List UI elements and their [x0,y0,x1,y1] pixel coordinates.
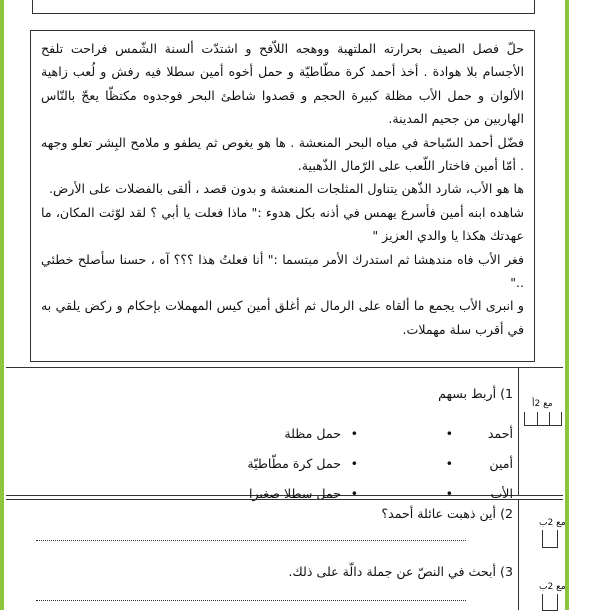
question-1-title: 1) أربط بسهم [438,386,513,401]
passage-paragraph: فغر الأب فاه مندهشا ثم استدرك الأمر مبتسما :" أنا فعلتُ هذا ؟؟؟ آه ، حسنا سأصلح خطئي .." [41,251,524,291]
match-bullet[interactable]: • [445,486,453,501]
match-bullet[interactable]: • [445,456,453,471]
passage-paragraph: حلّ فصل الصيف بحرارته الملتهبة ووهجه اللاّفح و اشتدّت ألسنة الشّمس فراحت تلفح الأجسام بلا هوادة . أخذ أحمد كرة مطّاطيّة و حمل أخوه أمين سطلا فيه رفش و لُعب زاهية الألوان و حمل الأب مظلة كبيرة الحجم و قصدوا شاطئ البحر فوجدوه مكتظّا يعجّ بالنّاس الهاربين من جحيم المدينة. [41,41,524,127]
match-left-item: أحمد [487,426,513,441]
match-bullet[interactable]: • [350,426,358,441]
match-left-item: أمين [489,456,513,471]
question-2-title: 2) أين ذهبت عائلة أحمد؟ [381,506,513,521]
reading-passage [30,30,535,362]
passage-paragraph: شاهده ابنه أمين فأسرع يهمس في أذنه بكل هدوء :" ماذا فعلت يا أبي ؟ لقد لوّثت المكان، ما عهدتك هكذا يا والدي العزيز " [41,204,524,244]
match-left-item: الأب [490,486,513,501]
question-3-title: 3) أبحث في النصّ عن جملة دالّة على ذلك. [288,564,513,579]
match-bullet[interactable]: • [445,426,453,441]
match-row [213,426,513,448]
passage-paragraph: فضّل أحمد السّباحة في مياه البحر المنعشة . ها هو يغوص ثم يطفو و ملامح البِشر تعلو وجهه . أمّا أمين فاختار اللّعب على الرّمال الذّهبية. [41,134,524,174]
question-2-3-section [6,499,566,610]
score-label: مع 2أ [532,399,553,409]
score-box-tick [537,412,538,426]
match-bullet[interactable]: • [350,456,358,471]
top-header-strip [32,0,535,14]
passage-paragraph: ها هو الأب، شارد الذّهن يتناول المثلجات المنعشة و بدون قصد ، ألقى بالفضلات على الأرض. [49,181,524,197]
answer-line[interactable] [36,600,466,601]
score-column-divider [518,500,519,610]
score-box [542,530,558,548]
score-box-tick [549,412,550,426]
score-box [524,412,562,426]
answer-line[interactable] [36,540,466,541]
match-bullet[interactable]: • [350,486,358,501]
question-1-section [6,367,563,501]
passage-paragraph: و انبرى الأب يجمع ما ألقاه على الرمال ثم أغلق أمين كيس المهملات بإحكام و ركض يلقي به في أقرب سلة مهملات. [41,298,524,337]
score-box [542,594,558,611]
match-row [213,456,513,478]
score-label: مع 2ب [539,582,566,592]
match-right-item: حمل مظلة [284,426,341,441]
score-column-divider [518,368,519,495]
match-right-item: حمل سطلا صغيرا [248,486,341,501]
score-label: مع 2ب [539,518,566,528]
match-right-item: حمل كرة مطّاطيّة [247,456,341,471]
